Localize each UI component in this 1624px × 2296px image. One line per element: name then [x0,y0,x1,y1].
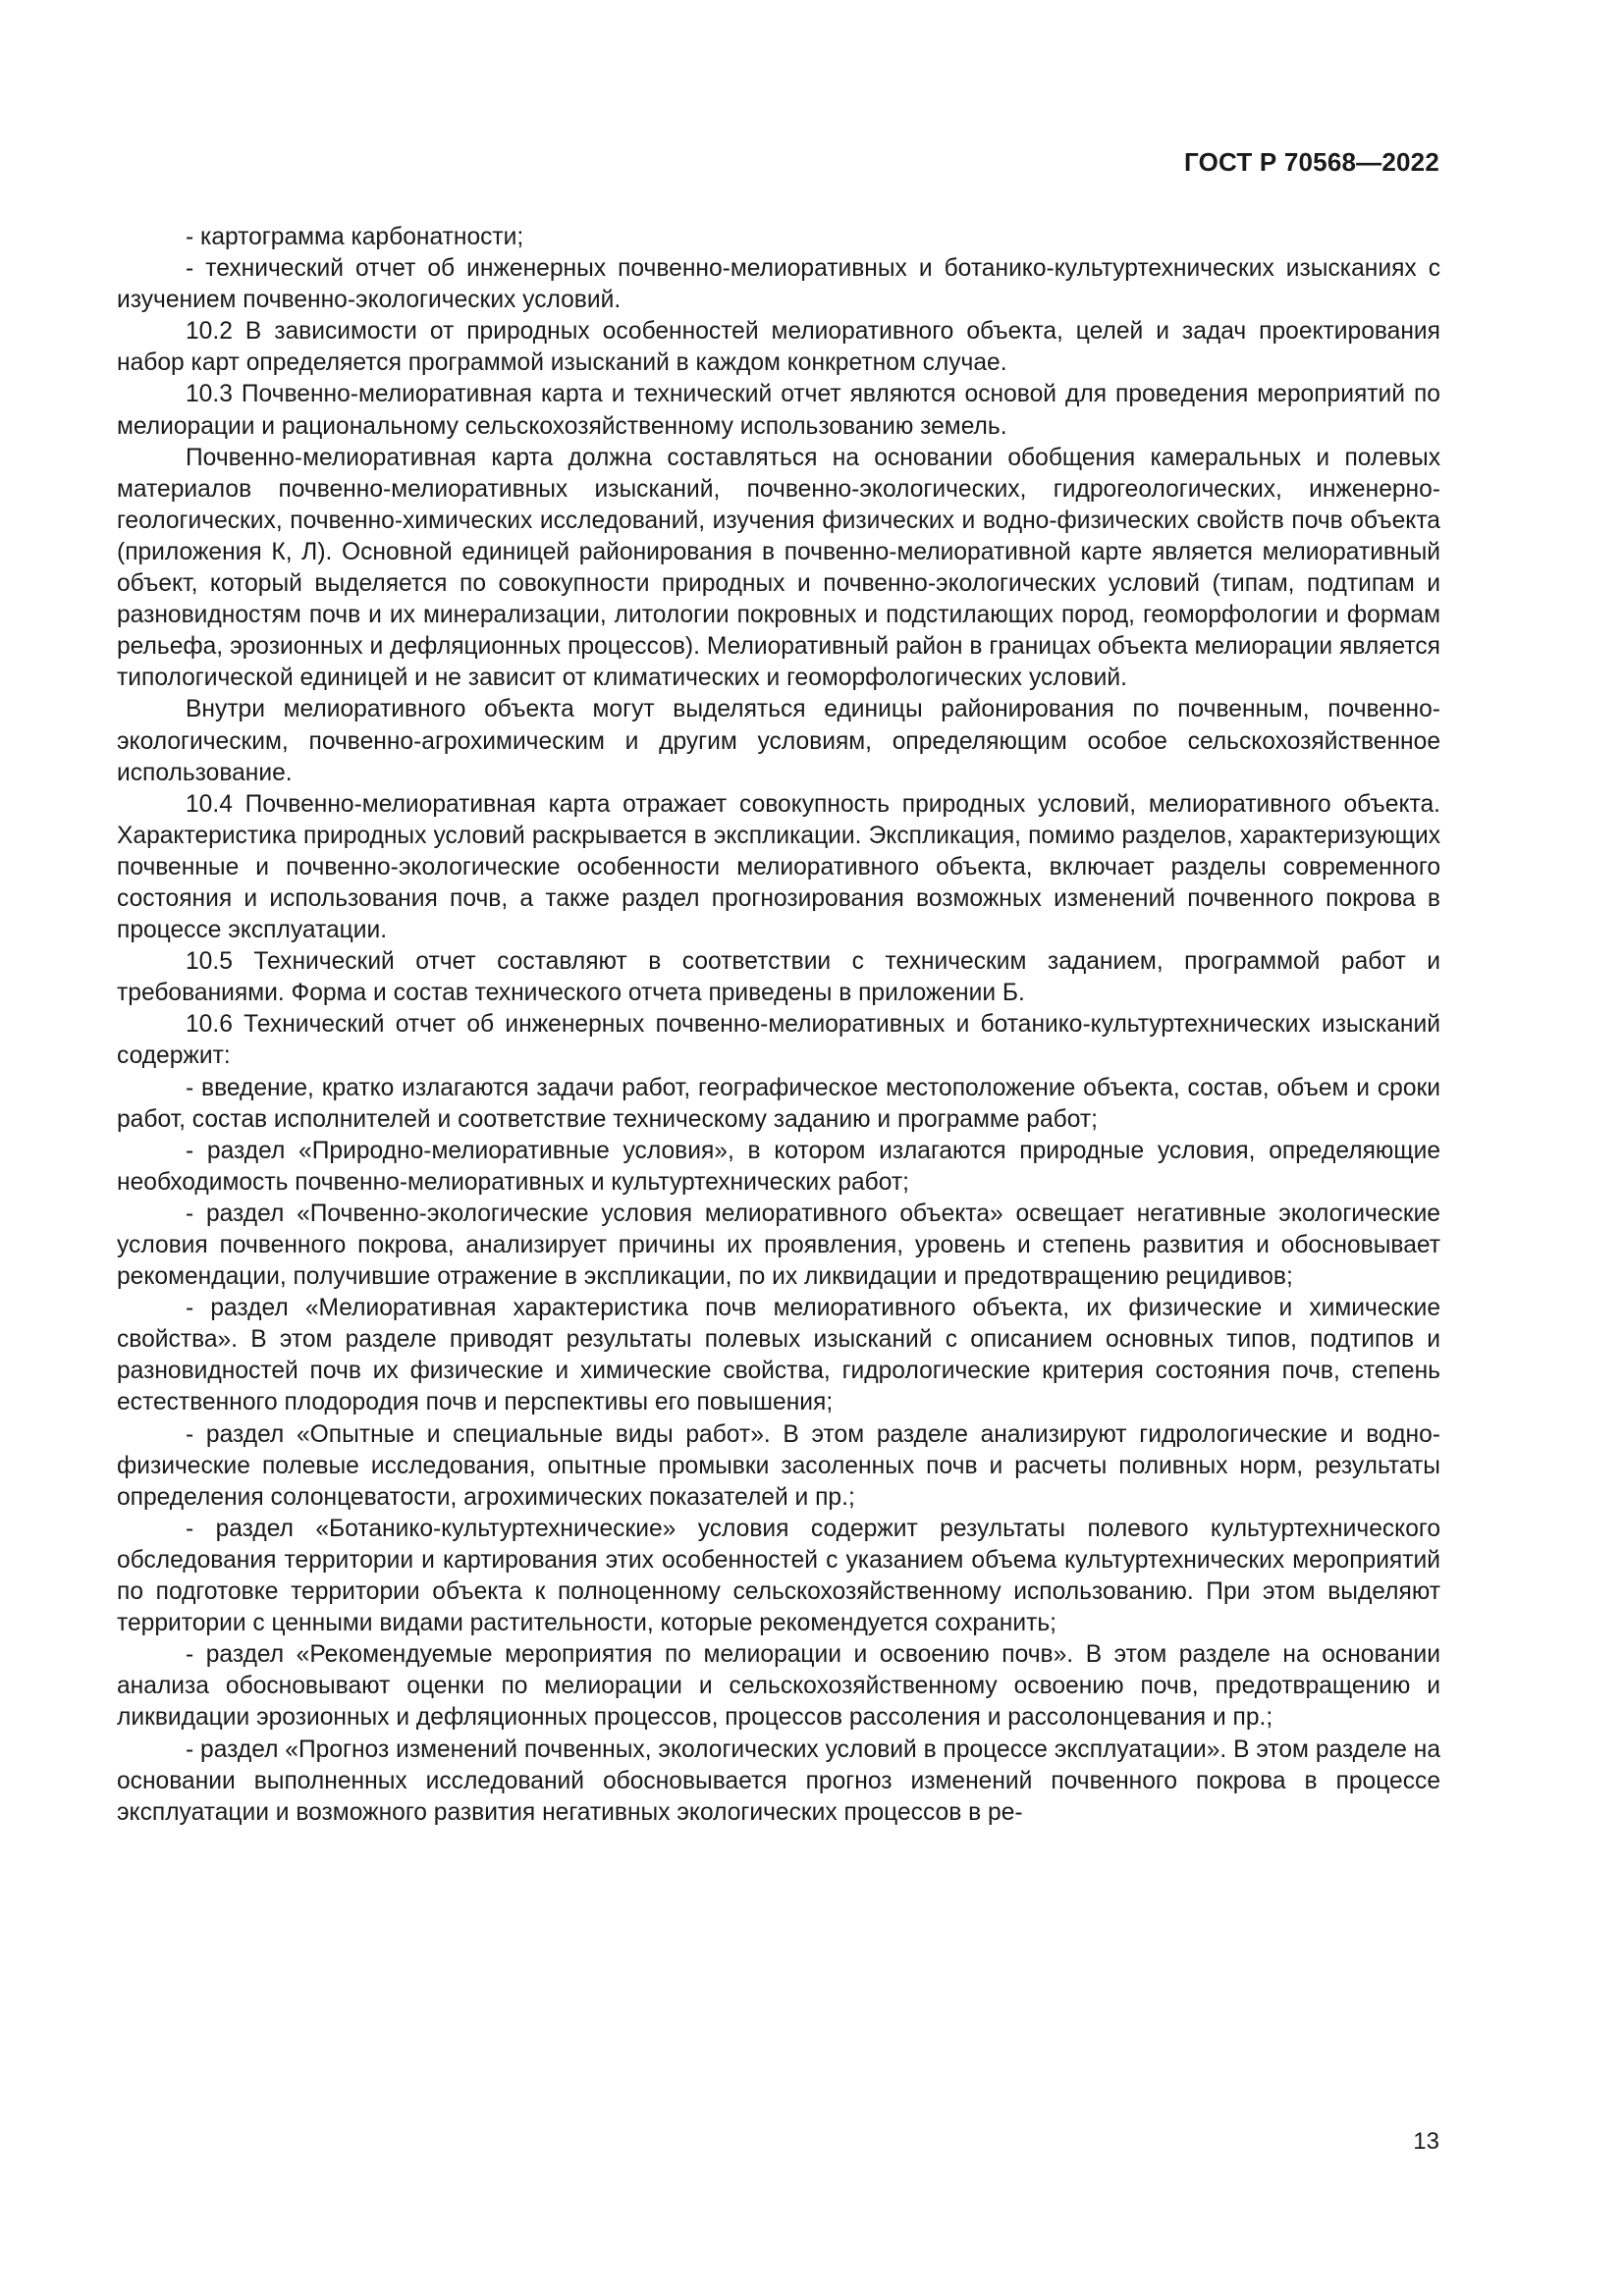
paragraph: - введение, кратко излагаются задачи работ, географическое местоположение объекта, состав, объем и сроки работ, состав исполнителей и соответствие техническому заданию и программе работ; [117,1074,1440,1133]
paragraph: - раздел «Опытные и специальные виды работ». В этом разделе анализируют гидрологические и водно-физические полевые исследования, опытные промывки засоленных почв и расчеты поливных норм, результаты определения солонцеватости, агрохимических показателей и пр.; [117,1420,1440,1511]
page-number: 13 [1413,2128,1439,2155]
paragraph: 10.4 Почвенно-мелиоративная карта отражает совокупность природных условий, мелиоративного объекта. Характеристика природных условий раскрывается в экспликации. Экспликация, помимо разделов, характеризующих почвенные и почвенно-экологические особенности мелиоративного объекта, включает разделы современного состояния и использования почв, а также раздел прогнозирования возможных изменений почвенного покрова в процессе эксплуатации. [117,790,1440,944]
paragraph: - картограмма карбонатности; [186,224,524,250]
paragraph: - раздел «Природно-мелиоративные условия», в котором излагаются природные условия, определяющие необходимость почвенно-мелиоративных и культуртехнических работ; [117,1137,1440,1196]
paragraph: - раздел «Прогноз изменений почвенных, экологических условий в процессе эксплуатации». В этом разделе на основании выполненных исследований обосновывается прогноз изменений почвенного покрова в процессе эксплуатации и возможного развития негативных экологических процессов в ре- [117,1735,1440,1826]
paragraph: - раздел «Мелиоративная характеристика почв мелиоративного объекта, их физические и химические свойства». В этом разделе приводят результаты полевых изысканий с описанием основных типов, подтипов и разновидностей почв их физические и химические свойства, гидрологические критерия состояния почв, степень естественного плодородия почв и перспективы его повышения; [117,1295,1440,1416]
paragraph: - раздел «Почвенно-экологические условия мелиоративного объекта» освещает негативные экологические условия почвенного покрова, анализирует причины их проявления, уровень и степень развития и обосновывает рекомендации, получившие отражение в экспликации, по их ликвидации и предотвращению рецидивов; [117,1200,1440,1291]
paragraph: 10.5 Технический отчет составляют в соответствии с техническим заданием, программой работ и требованиями. Форма и состав технического отчета приведены в приложении Б. [117,948,1440,1007]
document-body [117,222,1440,1829]
paragraph: 10.2 В зависимости от природных особенностей мелиоративного объекта, целей и задач проектирования набор карт определяется программой изысканий в каждом конкретном случае. [117,318,1440,377]
paragraph: - раздел «Ботанико-культуртехнические» условия содержит результаты полевого культуртехнического обследования территории и картирования этих особенностей с указанием объема культуртехнических мероприятий по подготовке территории объекта к полноценному сельскохозяйственному использованию. При этом выделяют территории с ценными видами растительности, которые рекомендуется сохранить; [117,1515,1440,1637]
paragraph: 10.6 Технический отчет об инженерных почвенно-мелиоративных и ботанико-культуртехнических изысканий содержит: [117,1011,1440,1070]
paragraph: Почвенно-мелиоративная карта должна составляться на основании обобщения камеральных и полевых материалов почвенно-мелиоративных изысканий, почвенно-экологических, гидрогеологических, инженерно-геологических, почвенно-химических исследований, изучения физических и водно-физических свойств почв объекта (приложения К, Л). Основной единицей районирования в почвенно-мелиоративной карте является мелиоративный объект, который выделяется по совокупности природных и почвенно-экологических условий (типам, подтипам и разновидностям почв и их минерализации, литологии покровных и подстилающих пород, геоморфологии и формам рельефа, эрозионных и дефляционных процессов). Мелиоративный район в границах объекта мелиорации является типологической единицей и не зависит от климатических и геоморфологических условий. [117,444,1440,692]
paragraph: Внутри мелиоративного объекта могут выделяться единицы районирования по почвенным, почвенно-экологическим, почвенно-агрохимическим и другим условиям, определяющим особое сельскохозяйственное использование. [117,696,1440,786]
document-header-code: ГОСТ Р 70568—2022 [1184,147,1439,177]
paragraph: - раздел «Рекомендуемые мероприятия по мелиорации и освоению почв». В этом разделе на основании анализа обосновывают оценки по мелиорации и сельскохозяйственному освоению почв, предотвращению и ликвидации эрозионных и дефляционных процессов, процессов рассоления и рассолонцевания и пр.; [117,1641,1440,1732]
paragraph: - технический отчет об инженерных почвенно-мелиоративных и ботанико-культуртехнических изысканиях с изучением почвенно-экологических условий. [117,255,1440,314]
paragraph: 10.3 Почвенно-мелиоративная карта и технический отчет являются основой для проведения мероприятий по мелиорации и рациональному сельскохозяйственному использованию земель. [117,381,1440,440]
